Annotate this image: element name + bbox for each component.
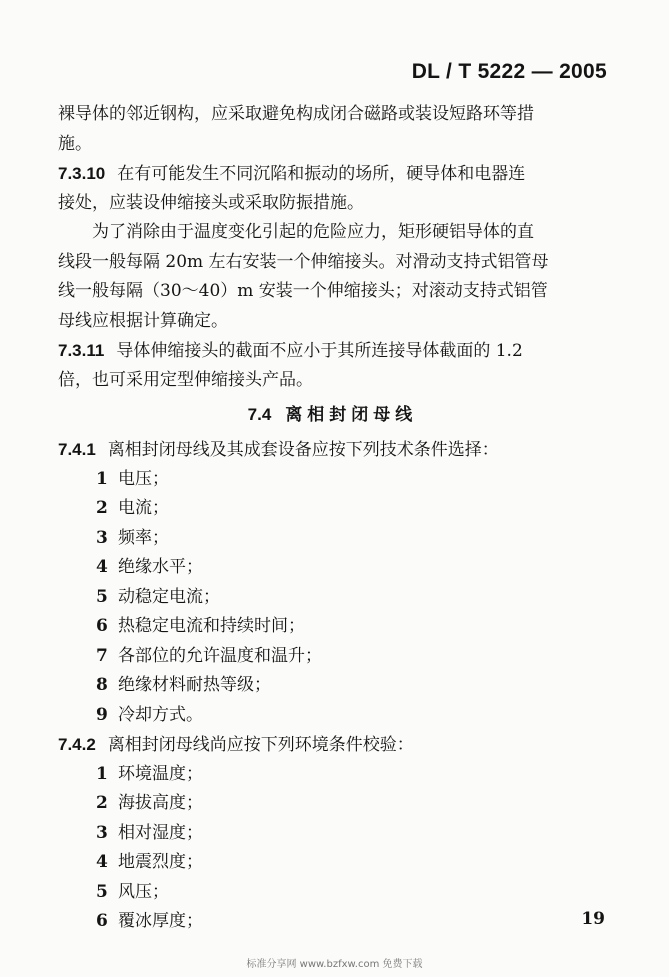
list-item: 9 冷却方式。: [96, 704, 203, 725]
clause-lead: 7.4.2 离相封闭母线尚应按下列环境条件校验：: [58, 730, 607, 760]
text-line-indented: 为了消除由于温度变化引起的危险应力，矩形硬铝导体的直: [92, 222, 534, 242]
list-item: 5 动稳定电流；: [96, 586, 220, 607]
list-item: 2 电流；: [96, 498, 169, 518]
list-item: 3 相对湿度；: [96, 822, 203, 843]
page-number: 19: [581, 909, 605, 929]
list-item: 3 频率；: [96, 527, 169, 548]
list-item: 6 覆冰厚度；: [96, 911, 203, 931]
list-item: 8 绝缘材料耐热等级；: [96, 675, 271, 695]
paragraph-block: [58, 100, 607, 395]
section-title: 离相封闭母线: [285, 405, 418, 425]
clause-number: 7.3.10: [58, 164, 106, 183]
clause-number: 7.4.1: [58, 440, 96, 459]
section-heading: [58, 395, 607, 435]
document-code-header: DL / T 5222 — 2005: [411, 60, 607, 83]
list-item: 4 绝缘水平；: [96, 557, 203, 577]
clause-number: 7.3.11: [58, 341, 105, 360]
list-item: 7 各部位的允许温度和温升；: [96, 645, 322, 666]
clause-number: 7.4.2: [58, 735, 96, 754]
list-item: 6 热稳定电流和持续时间；: [96, 616, 305, 636]
page-body: [58, 100, 607, 937]
list-item: 4 地震烈度；: [96, 852, 203, 872]
list-item: 5 风压；: [96, 881, 169, 902]
text-line: 倍，也可采用定型伸缩接头产品。: [58, 369, 313, 390]
section-number: 7.4: [247, 405, 272, 424]
list-item: 1 电压；: [96, 468, 169, 489]
text-line: 裸导体的邻近钢构，应采取避免构成闭合磁路或装设短路环等措: [58, 104, 534, 124]
clause-lead: 7.4.1 离相封闭母线及其成套设备应按下列技术条件选择：: [58, 435, 607, 465]
clause-7-3-10: 7.3.10 在有可能发生不同沉陷和振动的场所，硬导体和电器连: [58, 159, 607, 189]
footer-watermark: 标准分享网 www.bzfxw.com 免费下载: [246, 959, 423, 970]
text-line: 施。: [58, 133, 92, 154]
text-line: 线段一般每隔 20m 左右安装一个伸缩接头。对滑动支持式铝管母: [58, 251, 549, 272]
clause-7-3-11: 7.3.11 导体伸缩接头的截面不应小于其所连接导体截面的 1.2: [58, 336, 607, 366]
list-item: 1 环境温度；: [96, 763, 203, 784]
clause-7-4-2: [58, 730, 607, 937]
text-line: 线一般每隔（30～40）m 安装一个伸缩接头；对滚动支持式铝管: [58, 281, 548, 301]
clause-7-4-1: [58, 435, 607, 730]
text-line: 接处，应装设伸缩接头或采取防振措施。: [58, 192, 364, 213]
list-item: 2 海拔高度；: [96, 793, 203, 813]
text-line: 母线应根据计算确定。: [58, 310, 228, 331]
